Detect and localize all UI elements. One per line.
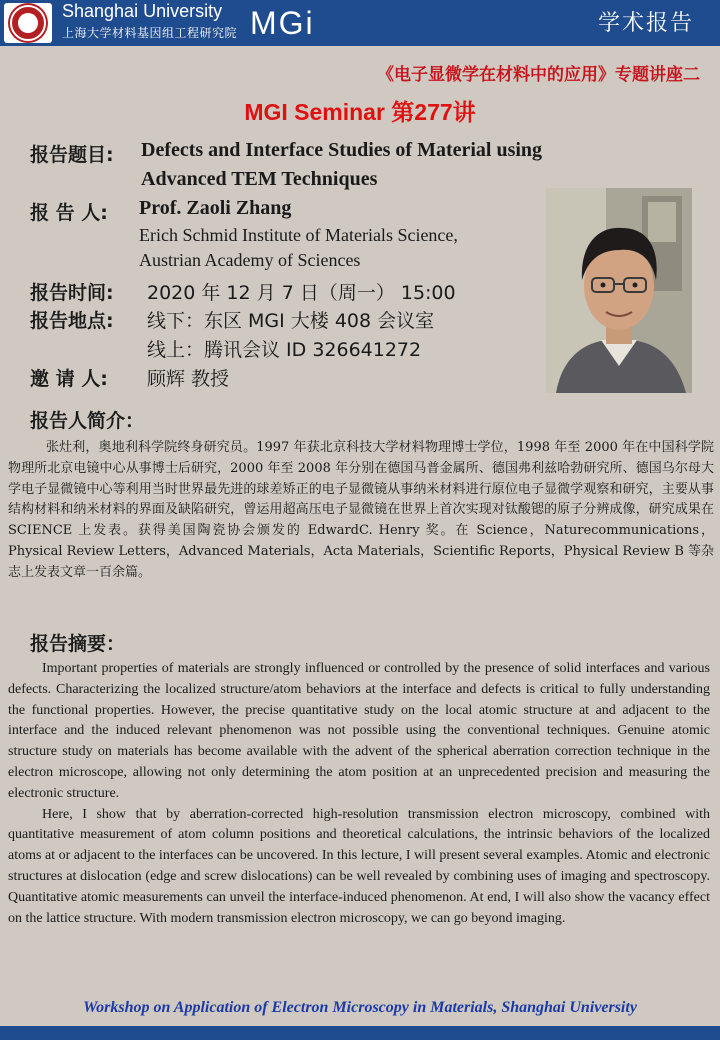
abstract-paragraph-2: Here, I show that by aberration-corrected high-resolution transmission electron microscopy, combined with quantitative measurement of atom column positions and theoretical calculations, the intrinsic behaviors of the localized atoms at or adjacent to the interfaces can be uncovered. In this lecture, I will present several examples. Atomic and electronic structures at dislocation (edge and screw dislocations) can be well revealed by combining uses of imaging and spectroscopy. Quantitative atomic measurements can unveil the interface-induced phenomenon. At end, I will also show the vacancy effect on the lattice structure. With modern transmission electron microscopy, we can go beyond imaging. (8, 806, 710, 926)
university-name-cn: 上海大学材料基因组工程研究院 (62, 26, 238, 40)
workshop-footer: Workshop on Application of Electron Microscopy in Materials, Shanghai University (83, 999, 637, 1016)
place-label: 报告地点: (30, 310, 114, 332)
logo-seal-center (18, 13, 38, 33)
host-name: 顾辉 教授 (147, 368, 230, 390)
abstract-body (8, 659, 710, 929)
abstract-heading: 报告摘要： (30, 633, 126, 655)
abstract-paragraph-1: Important properties of materials are strongly influenced or controlled by the presence of solid interfaces and various defects. Characterizing the localized structure/atom behaviors at the interface and defects is critical to fully understanding the functional properties. However, the precise quantitative study on the local atomic structure at and adjacent to the interface and the induced relevant phenomenon was not possible using the conventional techniques. Genuine atomic structure study on materials has become available with the advent of the spherical aberration correction technique in the electron microscope, allowing not only determining the atom position at an unprecedented precision and measuring the electronic structure. (8, 661, 710, 801)
speaker-name: Prof. Zaoli Zhang (139, 197, 292, 219)
topic-label: 报告题目: (30, 144, 114, 166)
affiliation-line-1: Erich Schmid Institute of Materials Science, (139, 225, 458, 245)
university-logo (4, 3, 52, 43)
lecture-time: 2020 年 12 月 7 日（周一） 15:00 (147, 282, 456, 304)
bottom-bar (0, 1026, 720, 1040)
place-online: 线上：腾讯会议 ID 326641272 (147, 339, 422, 361)
bio-text: 张灶利，奥地利科学院终身研究员。1997 年获北京科技大学材料物理博士学位，1998 年至 2000 年在中国科学院物理所北京电镜中心从事博士后研究，2000 年至 2008 年分别在德国马普金属所、德国弗利兹哈勃研究所、德国乌尔母大学电子显微镜中心等利用当时世界最先进的球差矫正的电子显微镜从事纳米材料进行原位电子显微学观察和研究，主要从事结构材料和纳米材料的界面及缺陷研究，曾运用超高压电子显微镜在世界上首次实现对钛酸锶的原子分辨成像，研究成果在 SCIENCE 上发表。获得美国陶瓷协会颁发的 EdwardC. Henry 奖。在 Science，Naturecommunications，Physical Review Letters，Advanced Materials，Acta Materials，Scientific Reports，Physical Review B 等杂志上发表文章一百余篇。 (8, 440, 714, 580)
time-label: 报告时间: (30, 282, 114, 304)
affiliation-line-2: Austrian Academy of Sciences (139, 250, 361, 270)
topic-line-1: Defects and Interface Studies of Material using (141, 139, 543, 161)
lecture-series-title: 《电子显微学在材料中的应用》专题讲座二 (377, 65, 700, 85)
page-category-title: 学术报告 (597, 11, 694, 36)
seminar-number-title: MGI Seminar 第277讲 (244, 99, 476, 125)
speaker-label: 报 告 人: (30, 202, 108, 224)
topic-line-2: Advanced TEM Techniques (141, 168, 378, 190)
university-name-en: Shanghai University (62, 1, 223, 21)
place-offline: 线下：东区 MGI 大楼 408 会议室 (147, 310, 435, 332)
bio-heading: 报告人简介： (30, 410, 145, 432)
mgi-logo: MGi (250, 5, 315, 41)
speaker-photo (546, 188, 692, 393)
speaker-portrait (546, 188, 692, 393)
header-bar (0, 0, 720, 46)
host-label: 邀 请 人: (30, 368, 108, 390)
